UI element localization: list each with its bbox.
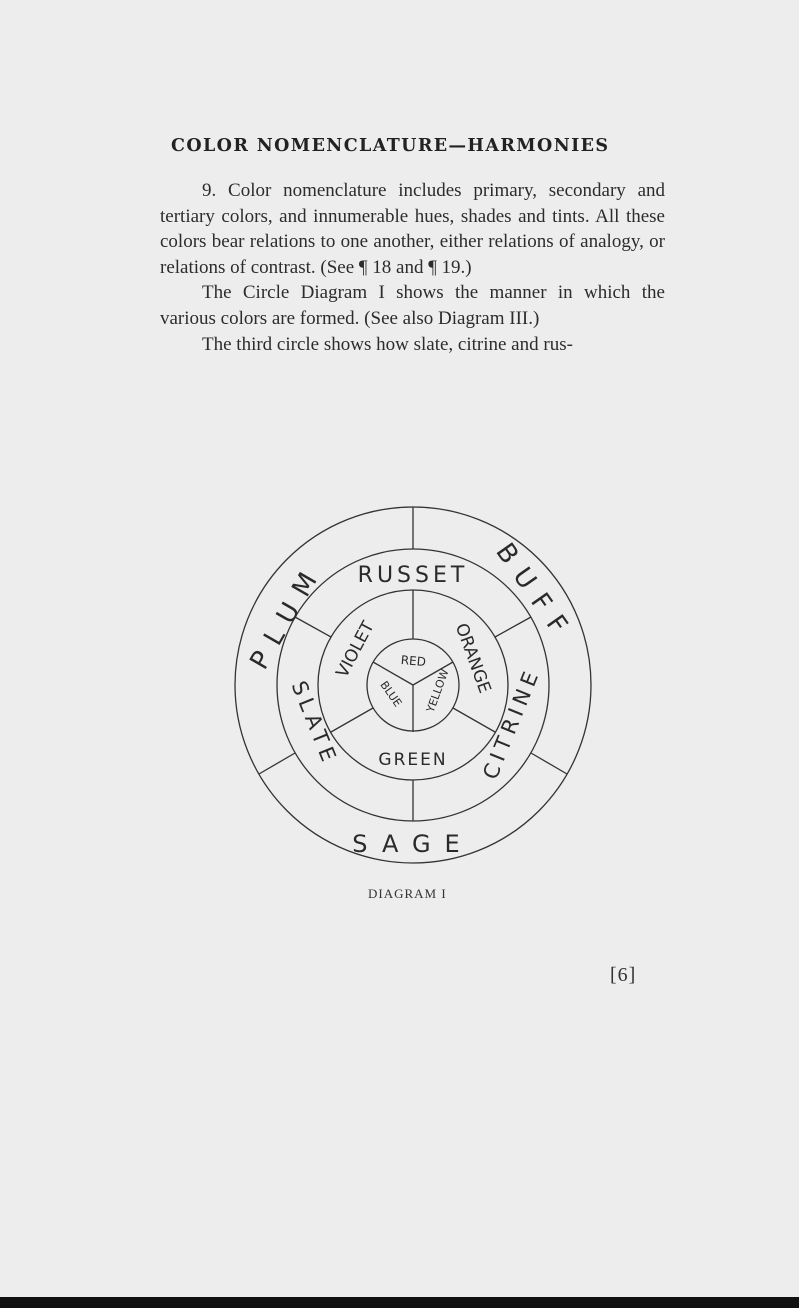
label-sage: SAGE (352, 830, 474, 858)
paragraph-3: The third circle shows how slate, citrine and rus- (202, 333, 573, 355)
divider-sage-plum (259, 753, 295, 774)
label-buff: BUFF (489, 537, 580, 650)
page-number: [6] (610, 964, 637, 986)
circle-diagram (228, 500, 598, 870)
label-violet: VIOLET (332, 618, 379, 682)
label-orange: ORANGE (450, 620, 495, 696)
label-slate: SLATE (286, 677, 343, 770)
label-citrine: CITRINE (478, 663, 545, 783)
divider-buff-sage (531, 753, 567, 774)
paragraph-2: The Circle Diagram I shows the manner in which the various colors are formed. (See also Diagram III.) (160, 282, 665, 329)
body-text (160, 178, 665, 357)
label-blue: BLUE (377, 678, 405, 710)
paragraph-1: 9. Color nomenclature includes primary, secondary and tertiary colors, and innumerable hues, shades and tints. All these colors bear relations to one another, either relations of analogy, or relations of contrast. (See ¶ 18 and ¶ 19.) (160, 180, 665, 278)
label-green: GREEN (378, 750, 448, 770)
circle-diagram-svg (228, 500, 598, 870)
scan-bottom-edge (0, 1297, 799, 1308)
diagram-caption: DIAGRAM I (368, 886, 447, 901)
page-heading: COLOR NOMENCLATURE—HARMONIES (171, 136, 610, 156)
divider-green-violet (331, 708, 373, 732)
label-plum: PLUM (244, 557, 330, 675)
label-russet: RUSSET (357, 563, 469, 588)
label-yellow: YELLOW (423, 667, 452, 715)
label-red: RED (400, 652, 427, 670)
divider-orange-green (453, 708, 495, 732)
divider-russet-citrine (495, 617, 531, 637)
